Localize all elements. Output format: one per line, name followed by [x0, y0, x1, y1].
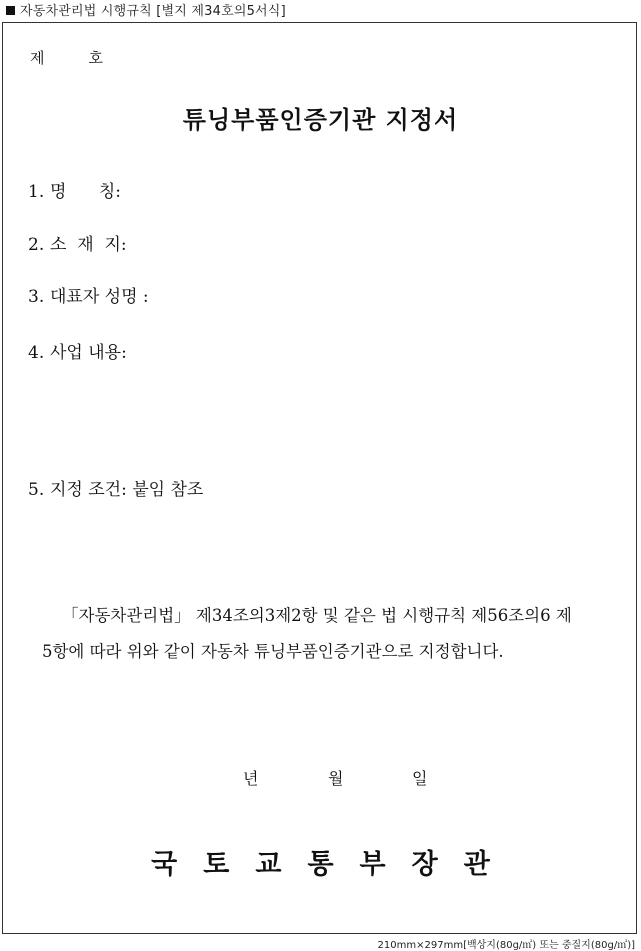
issuer-char: 국	[151, 849, 178, 880]
field-number: 5.	[28, 480, 45, 500]
document-title: 튜닝부품인증기관 지정서	[182, 105, 459, 134]
date-day: 일	[412, 769, 428, 788]
date-year: 년	[243, 769, 259, 788]
field-number: 3.	[28, 287, 45, 307]
field-number: 1.	[28, 182, 45, 202]
field-business	[28, 338, 127, 363]
paper-spec-footer: 210mm×297mm[백상지(80g/㎡) 또는 중질지(80g/㎡)]	[377, 940, 635, 951]
field-label: 명 칭:	[50, 182, 121, 202]
issuer-char: 장	[411, 849, 438, 880]
statement-line-1: 「자동차관리법」 제34조의3제2항 및 같은 법 시행규칙 제56조의6 제	[62, 606, 572, 625]
issuer-char: 통	[307, 849, 334, 880]
issuer-char: 관	[463, 849, 490, 880]
document-number-prefix: 제	[30, 49, 45, 67]
field-label: 사업 내용:	[50, 343, 127, 363]
issuing-authority	[0, 842, 641, 881]
form-reference-text: 자동차관리법 시행규칙 [별지 제34호의5서식]	[20, 4, 286, 19]
issuer-char: 토	[203, 849, 230, 880]
field-representative	[28, 282, 149, 307]
statement-line-2: 5항에 따라 위와 같이 자동차 튜닝부품인증기관으로 지정합니다.	[42, 642, 504, 661]
field-label: 지정 조건: 붙임 참조	[50, 480, 204, 500]
field-label: 대표자 성명 :	[50, 287, 149, 307]
document-number	[30, 47, 103, 68]
field-number: 4.	[28, 343, 45, 363]
issuer-char: 부	[359, 849, 386, 880]
field-number: 2.	[28, 235, 45, 255]
field-label: 소 재 지:	[50, 235, 127, 255]
field-address	[28, 230, 127, 255]
date-month: 월	[328, 769, 344, 788]
black-square-icon	[6, 6, 15, 15]
form-reference-header	[6, 0, 286, 19]
field-name	[28, 177, 121, 202]
document-number-suffix: 호	[88, 49, 103, 67]
designation-statement	[42, 598, 622, 670]
issuer-char: 교	[255, 849, 282, 880]
field-conditions	[28, 475, 203, 500]
